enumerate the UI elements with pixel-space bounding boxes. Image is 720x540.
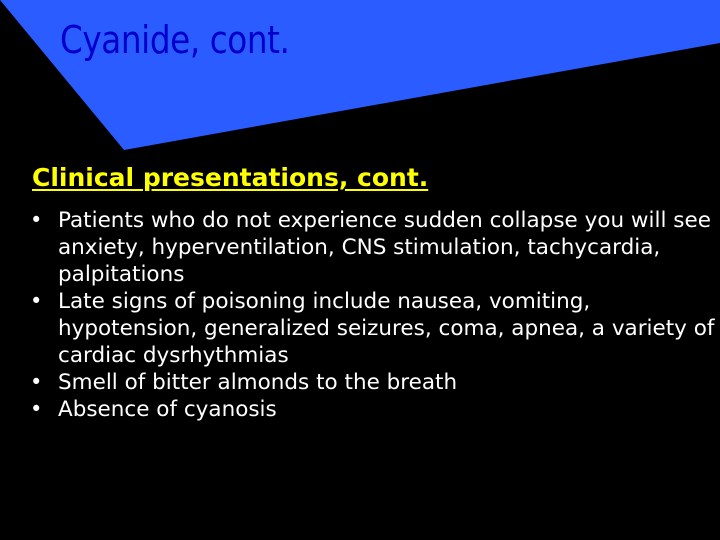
bullet-text: Patients who do not experience sudden collapse you will see anxiety, hyperventilation, CNS stimulation, tachycardia, palpitations: [58, 208, 711, 287]
bullet-item: [30, 396, 720, 423]
bullet-dot-icon: •: [30, 370, 43, 394]
bullet-dot-icon: •: [30, 289, 43, 313]
section-heading: Clinical presentations, cont.: [32, 163, 429, 192]
bullet-list: [30, 207, 720, 423]
bullet-dot-icon: •: [30, 208, 43, 232]
bullet-item: [30, 369, 720, 396]
bullet-dot-icon: •: [30, 397, 43, 421]
bullet-item: [30, 207, 720, 288]
bullet-item: [30, 288, 720, 369]
bullet-text: Late signs of poisoning include nausea, vomiting, hypotension, generalized seizures, coma, apnea, a variety of cardiac dysrhythmias: [58, 289, 715, 368]
bullet-text: Absence of cyanosis: [58, 397, 277, 422]
bullet-text: Smell of bitter almonds to the breath: [58, 370, 458, 395]
slide-title: Cyanide, cont.: [60, 18, 290, 62]
